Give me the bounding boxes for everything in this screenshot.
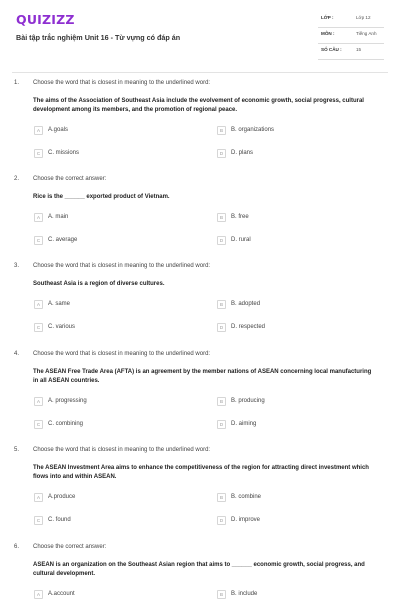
option-text: B. adopted: [231, 301, 261, 307]
question-instruction: Choose the word that is closest in meaning to the underlined word:: [33, 351, 211, 357]
option-text: D. improve: [231, 517, 261, 523]
option-letter-box: D: [217, 236, 226, 245]
option-text: A. same: [48, 301, 71, 307]
option-letter-box: C: [34, 420, 43, 429]
quizizz-logo: QUIZIZZ: [16, 12, 75, 27]
option-text: B. include: [231, 591, 258, 597]
option-letter-box: C: [34, 516, 43, 525]
meta-label: MÔN :: [321, 31, 335, 36]
option-text: A.goals: [48, 127, 69, 133]
question-instruction: Choose the word that is closest in meaning to the underlined word:: [33, 447, 211, 453]
worksheet-title: Bài tập trắc nghiệm Unit 16 - Từ vựng có đáp án: [16, 33, 181, 42]
option-text: B. combine: [231, 494, 262, 500]
worksheet-header: [0, 0, 400, 72]
option-text: D. rural: [231, 237, 251, 243]
meta-label: SỐ CÂU :: [321, 47, 342, 52]
question-number: 2.: [14, 176, 20, 182]
option-text: A.produce: [48, 494, 76, 500]
option-text: C. missions: [48, 150, 80, 156]
option-text: D. plans: [231, 150, 254, 156]
meta-value: 15: [356, 47, 362, 52]
question-instruction: Choose the word that is closest in meaning to the underlined word:: [33, 263, 211, 269]
option-letter-box: A: [34, 300, 43, 309]
header-divider: [12, 72, 388, 73]
option-letter-box: A: [34, 397, 43, 406]
question-stem: The ASEAN Free Trade Area (AFTA) is an agreement by the member nations of ASEAN concerning local manufacturing in all ASEAN countries.: [33, 369, 372, 385]
question-number: 5.: [14, 447, 20, 453]
option-text: D. aiming: [231, 421, 257, 427]
option-letter-box: C: [34, 236, 43, 245]
question-instruction: Choose the correct answer:: [33, 544, 107, 550]
question-stem: The aims of the Association of Southeast Asia include the evolvement of economic growth, social progress, cultural development among its members, and the promotion of regional peace.: [33, 98, 364, 114]
question-number: 6.: [14, 544, 20, 550]
option-letter-box: B: [217, 590, 226, 599]
option-letter-box: C: [34, 323, 43, 332]
option-text: C. average: [48, 237, 78, 243]
meta-label: LỚP :: [321, 15, 334, 20]
option-letter-box: D: [217, 420, 226, 429]
option-letter-box: A: [34, 590, 43, 599]
option-letter-box: B: [217, 126, 226, 135]
option-letter-box: B: [217, 300, 226, 309]
option-text: A. main: [48, 214, 69, 220]
option-text: C. found: [48, 517, 71, 523]
question-number: 3.: [14, 263, 20, 269]
option-text: A. progressing: [48, 398, 87, 404]
option-letter-box: B: [217, 493, 226, 502]
option-letter-box: B: [217, 397, 226, 406]
option-letter-box: D: [217, 323, 226, 332]
question-instruction: Choose the correct answer:: [33, 176, 107, 182]
option-letter-box: A: [34, 493, 43, 502]
meta-value: Lớp 12: [356, 15, 371, 20]
option-letter-box: A: [34, 126, 43, 135]
option-letter-box: D: [217, 516, 226, 525]
option-letter-box: D: [217, 149, 226, 158]
question-number: 1.: [14, 80, 20, 86]
option-text: C. combining: [48, 421, 84, 427]
option-text: B. organizations: [231, 127, 275, 133]
option-text: D. respected: [231, 324, 266, 330]
question-stem: The ASEAN Investment Area aims to enhance the competitiveness of the region for attracting direct investment which flows into and within ASEAN.: [33, 465, 369, 481]
meta-value: Tiếng Anh: [356, 31, 377, 36]
meta-row-question-count: [318, 44, 384, 60]
option-letter-box: A: [34, 213, 43, 222]
option-letter-box: B: [217, 213, 226, 222]
meta-row-grade: [318, 12, 384, 28]
option-letter-box: C: [34, 149, 43, 158]
option-text: B. producing: [231, 398, 265, 404]
option-text: B. free: [231, 214, 249, 220]
question-stem: Rice is the ______ exported product of Vietnam.: [33, 194, 170, 200]
option-text: A.account: [48, 591, 75, 597]
question-stem: Southeast Asia is a region of diverse cultures.: [33, 281, 165, 287]
meta-row-subject: [318, 28, 384, 44]
option-text: C. various: [48, 324, 76, 330]
question-instruction: Choose the word that is closest in meaning to the underlined word:: [33, 80, 211, 86]
question-number: 4.: [14, 351, 20, 357]
question-stem: ASEAN is an organization on the Southeast Asian region that aims to ______ economic growth, social progress, and cultural development.: [33, 562, 365, 578]
